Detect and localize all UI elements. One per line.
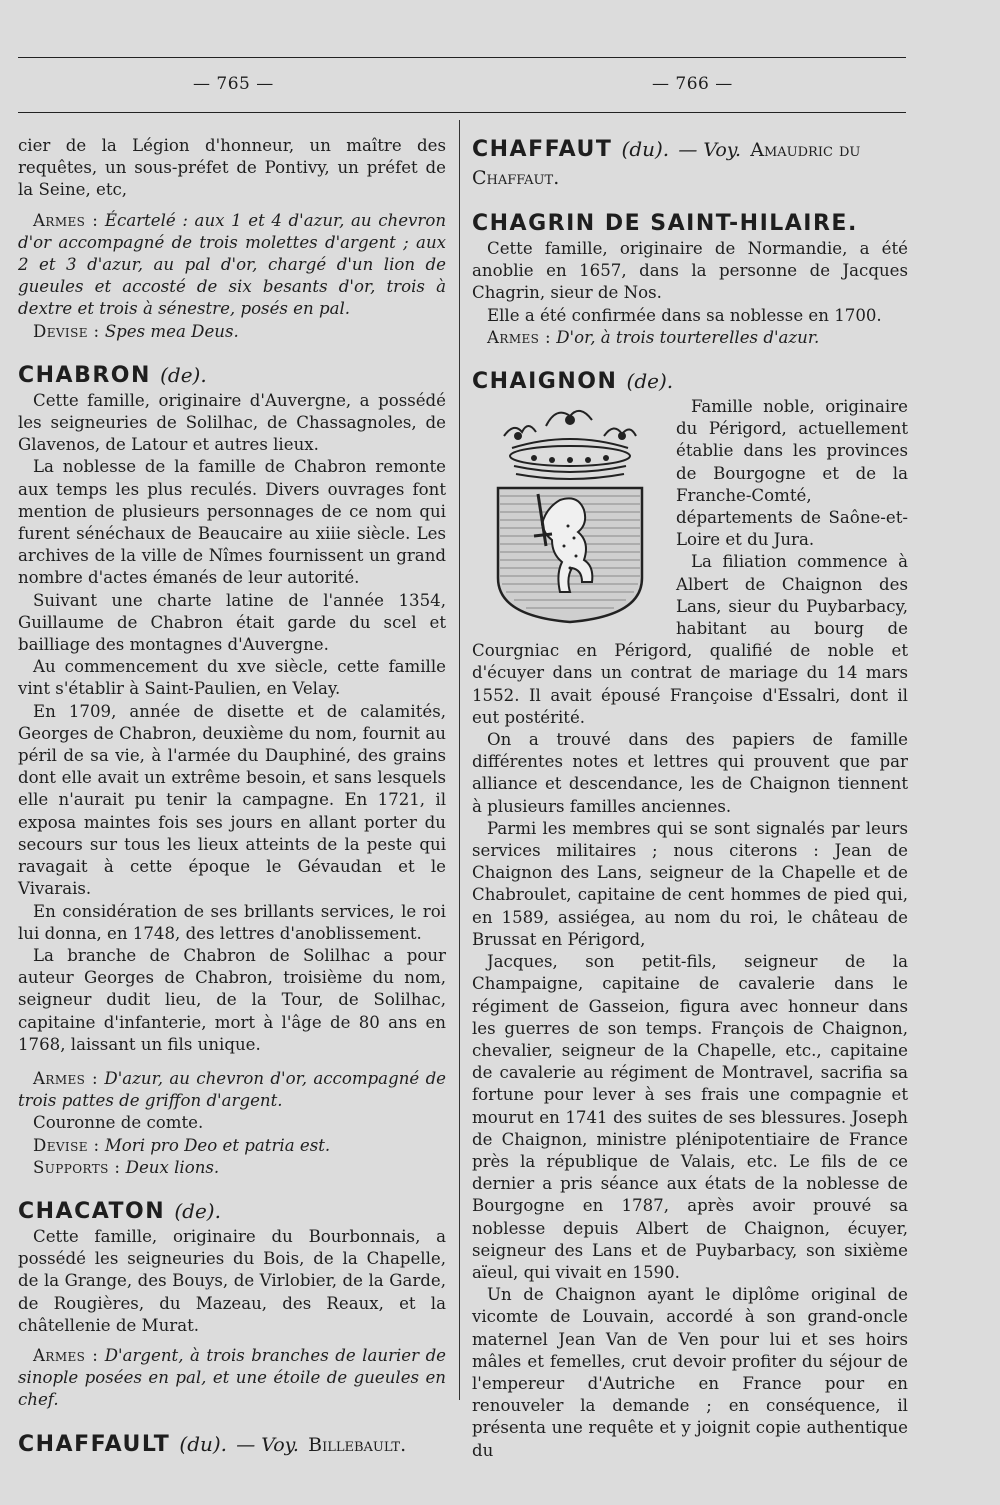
chaignon-paragraph: Jacques, son petit-fils, seigneur de la Champaigne, capitaine de cavalerie dans le régiment de Gasseion, figura avec honneur dans les guerres de son temps. François de Chaignon, chevalier, seigneur de la Chapelle, etc., capitaine de cavalerie au régiment de Montravel, sacrifia sa fortune pour lever à ses frais une compagnie et mourut en 1741 des suites de ses blessures. Joseph de Chaignon, ministre plénipotentiaire de France près la république de Valais, etc. Le fils de ce dernier a pris séance aux états de la noblesse de Bourgogne en 1787, après avoir prouvé sa noblesse depuis Albert de Chaignon, écuyer, seigneur des Lans et de Puybarbacy, son sixième aïeul, qui vivait en 1590. xyxy=(472,952,908,1282)
chabron-couronne: Couronne de comte. xyxy=(33,1113,204,1133)
chabron-devise xyxy=(18,1135,446,1157)
arms-label: Armes : xyxy=(33,1068,99,1088)
chagrin-paragraph: Cette famille, originaire de Normandie, a été anoblie en 1657, dans la personne de Jacques Chagrin, sieur de Nos. xyxy=(472,239,908,303)
chagrin-paragraph: Elle a été confirmée dans sa noblesse en 1700. xyxy=(487,305,882,325)
chabron-paragraph: En considération de ses brillants services, le roi lui donna, en 1748, des lettres d'anoblissement. xyxy=(18,901,446,943)
chaignon-paragraph: Famille noble, originaire du Périgord, actuellement établie dans les provinces de Bourgogne et de la Franche-Comté, départements de Saône-et-Loire et du Jura. xyxy=(676,397,908,550)
chaignon-paragraph: Parmi les membres qui se sont signalés par leurs services militaires ; nous citerons : Jean de Chaignon des Lans, seigneur de la Chapelle et de Chabroulet, capitaine de cent hommes de pied qui, en 1589, assiégea, au nom du roi, le château de Brussat en Périgord, xyxy=(472,818,908,949)
heading-name: CHACATON xyxy=(18,1198,166,1224)
supports-text: Deux lions. xyxy=(125,1157,220,1177)
devise-text: Spes mea Deus. xyxy=(104,321,239,341)
heading-name: CHAFFAUT xyxy=(472,137,613,162)
chaignon-paragraph: Un de Chaignon ayant le diplôme original de vicomte de Louvain, accordé à son grand-oncle maternel Jean Van de Ven pour lui et ses hoirs mâles et femelles, crut devoir profiter du séjour de l'empereur d'Autriche en France pour en renouveler la demande ; en conséquence, il présenta une requête et y joignit copie authentique du xyxy=(472,1285,908,1460)
heading-chabron xyxy=(18,361,446,390)
heading-particle: (du). xyxy=(621,137,670,161)
heading-particle: (de). xyxy=(160,362,207,387)
top-rule xyxy=(18,57,906,58)
heading-chagrin: CHAGRIN DE SAINT-HILAIRE. xyxy=(472,211,858,236)
voy-text: — Voy. xyxy=(236,1433,299,1456)
left-column xyxy=(18,135,446,1459)
chacaton-arms xyxy=(18,1345,446,1412)
page-number-right: — 766 — xyxy=(652,74,733,94)
right-column xyxy=(472,135,908,1462)
voy-text: — Voy. xyxy=(678,139,742,161)
header-rule xyxy=(18,112,906,113)
chagrin-arms xyxy=(472,327,908,349)
heading-chaignon xyxy=(472,367,908,396)
heading-chaffaut xyxy=(472,135,908,192)
heading-name: CHAFFAULT xyxy=(18,1431,171,1457)
arms-text: Écartelé : aux 1 et 4 d'azur, au chevron d'or accompagné de trois molettes d'argent ; aux 2 et 3 d'azur, au pal d'or, chargé d'un lion de gueules et accosté de six besants d'or, trois à dextre et trois à sénestre, posés en pal. xyxy=(18,210,447,319)
chabron-arms xyxy=(18,1068,446,1112)
heading-particle: (du). xyxy=(179,1431,228,1456)
heading-particle: (de). xyxy=(174,1198,221,1223)
devise-label: Devise : xyxy=(33,321,100,341)
heading-chaffault xyxy=(18,1430,446,1459)
chabron-supports xyxy=(18,1157,446,1179)
chabron-paragraph: Cette famille, originaire d'Auvergne, a possédé les seigneuries de Solilhac, de Chassagnoles, de Glavenos, de Latour et autres lieux. xyxy=(18,390,446,455)
chabron-paragraph: La noblesse de la famille de Chabron remonte aux temps les plus reculés. Divers ouvrages font mention de plusieurs personnages de ce nom qui furent sénéchaux de Beaucaire au xiiie siècle. Les archives de la ville de Nîmes fournissent un grand nombre d'actes émanés de leur autorité. xyxy=(18,457,446,588)
heading-particle: (de). xyxy=(626,369,674,394)
chabron-paragraph: Suivant une charte latine de l'année 1354, Guillaume de Chabron était garde du scel et bailliage des montagnes d'Auvergne. xyxy=(18,590,446,655)
chacaton-paragraph: Cette famille, originaire du Bourbonnais, a possédé les seigneuries du Bois, de la Chapelle, de la Grange, des Bouys, de Virlobier, de la Garde, de Rougières, du Mazeau, des Reaux, et la châtellenie de Murat. xyxy=(18,1226,446,1335)
chaignon-paragraph: On a trouvé dans des papiers de famille différentes notes et lettres qui prouvent que par alliance et descendance, les de Chaignon tiennent à plusieurs familles anciennes. xyxy=(472,730,908,816)
chaignon-paragraph: La filiation commence à Albert de Chaignon des Lans, sieur du Puybarbacy, habitant au bourg de Courgniac en Périgord, qualifié de noble et d'écuyer dans un contrat de mariage du 14 mars 1552. Il avait épousé Françoise d'Essalri, dont il eut postérité. xyxy=(472,552,908,727)
chabron-paragraph: Au commencement du xve siècle, cette famille vint s'établir à Saint-Paulien, en Velay. xyxy=(18,657,446,699)
chabron-paragraph: La branche de Chabron de Solilhac a pour auteur Georges de Chabron, troisième du nom, seigneur dudit lieu, de la Tour, de Solilhac, capitaine d'infanterie, mort à l'âge de 80 ans en 1768, laissant un fils unique. xyxy=(18,945,446,1054)
page-number-left: — 765 — xyxy=(193,74,274,94)
arms-text: D'or, à trois tourterelles d'azur. xyxy=(556,327,820,347)
intro-paragraph: cier de la Légion d'honneur, un maître des requêtes, un sous-préfet de Pontivy, un préfet de la Seine, etc, xyxy=(18,136,446,200)
devise-paragraph xyxy=(18,321,446,343)
coat-of-arms-icon xyxy=(472,396,668,624)
coat-of-arms xyxy=(472,396,668,624)
arms-label: Armes : xyxy=(33,1345,99,1365)
arms-text: D'argent, à trois branches de laurier de sinople posées en pal, et une étoile de gueules en chef. xyxy=(18,1345,447,1410)
arms-text: D'azur, au chevron d'or, accompagné de trois pattes de griffon d'argent. xyxy=(18,1068,447,1111)
chabron-paragraph: En 1709, année de disette et de calamités, Georges de Chabron, deuxième du nom, fournit au péril de sa vie, à l'armée du Dauphiné, des grains dont elle avait un extrême besoin, et sans lesquels elle n'aurait pu tenir la campagne. En 1721, il exposa maintes fois ses jours en allant porter du secours sur tous les lieux atteints de la peste qui ravagait à cette époque le Gévaudan et le Vivarais. xyxy=(18,701,446,899)
cross-reference: Billebault. xyxy=(308,1433,407,1456)
cross-reference: Amaudric du Chaffaut. xyxy=(472,139,861,189)
heading-name: CHABRON xyxy=(18,362,151,388)
heading-chacaton xyxy=(18,1197,446,1226)
arms-label: Armes : xyxy=(33,210,99,230)
column-divider xyxy=(459,120,460,1400)
devise-text: Mori pro Deo et patria est. xyxy=(104,1135,331,1155)
devise-label: Devise : xyxy=(33,1135,100,1155)
arms-label: Armes : xyxy=(487,327,551,347)
heading-name: CHAIGNON xyxy=(472,369,618,395)
supports-label: Supports : xyxy=(33,1157,121,1177)
arms-paragraph xyxy=(18,210,446,321)
